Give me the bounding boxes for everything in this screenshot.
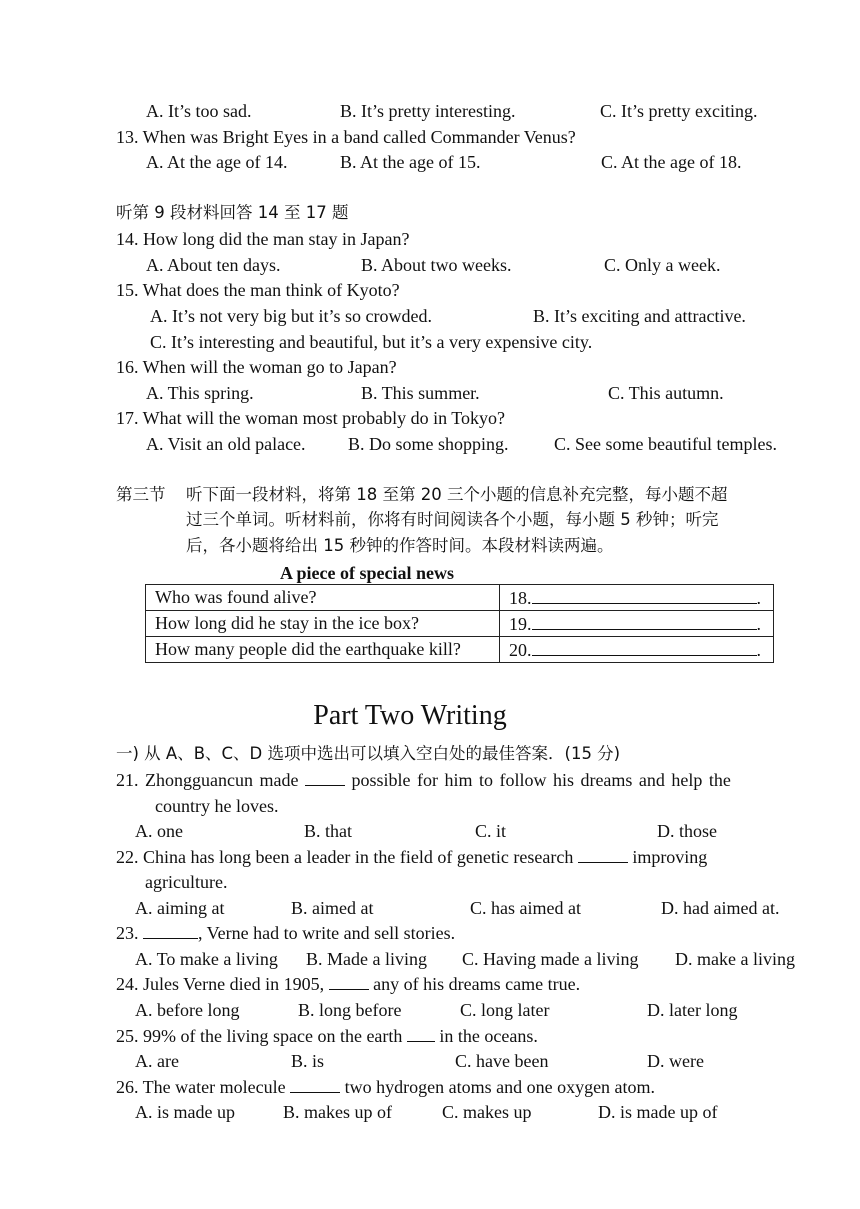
q16-option-a: A. This spring. (146, 383, 254, 403)
q17-option-b: B. Do some shopping. (348, 434, 509, 454)
news-table (145, 584, 774, 663)
answer-number: 18. (509, 588, 532, 608)
q22-stem-line2: agriculture. (145, 872, 228, 892)
q21-option-b: B. that (304, 821, 352, 841)
q26-option-d: D. is made up of (598, 1102, 718, 1122)
table-row (146, 611, 774, 637)
table-row (146, 637, 774, 663)
q24-stem (116, 973, 580, 995)
q26-stem (116, 1076, 655, 1098)
q23-option-d: D. make a living (675, 949, 795, 969)
q22-option-c: C. has aimed at (470, 898, 581, 918)
part-two-title: Part Two Writing (313, 700, 507, 731)
q25-stem-post: in the oceans. (439, 1026, 538, 1046)
q23-stem-post: , Verne had to write and sell stories. (198, 923, 456, 943)
q15-option-a: A. It’s not very big but it’s so crowded. (150, 306, 432, 326)
table-answer-cell: 19. . (500, 611, 774, 637)
q16-option-b: B. This summer. (361, 383, 480, 403)
answer-blank (578, 846, 628, 863)
table-question: How long did he stay in the ice box? (146, 611, 500, 637)
section3-line1: 听下面一段材料，将第 18 至第 20 三个小题的信息补充完整，每小题不超 (186, 485, 728, 504)
section3-line2: 过三个单词。听材料前，你将有时间阅读各个小题，每小题 5 秒钟；听完 (186, 510, 719, 529)
answer-blank (305, 769, 345, 786)
q22-option-a: A. aiming at (135, 898, 225, 918)
q26-stem-pre: 26. The water molecule (116, 1077, 286, 1097)
q25-stem (116, 1025, 538, 1047)
q13-option-b: B. At the age of 15. (340, 152, 481, 172)
table-question: How many people did the earthquake kill? (146, 637, 500, 663)
section9-intro: 听第 9 段材料回答 14 至 17 题 (116, 203, 349, 222)
q15-option-c: C. It’s interesting and beautiful, but it’s a very expensive city. (150, 332, 593, 352)
answer-blank (532, 586, 757, 604)
answer-number: 20. (509, 640, 532, 660)
q16-stem: 16. When will the woman go to Japan? (116, 357, 397, 377)
q26-option-b: B. makes up of (283, 1102, 392, 1122)
q17-stem: 17. What will the woman most probably do in Tokyo? (116, 408, 506, 428)
q23-stem-pre: 23. (116, 923, 139, 943)
section3-line3: 后，各小题将给出 15 秒钟的作答时间。本段材料读两遍。 (186, 536, 614, 555)
table-question: Who was found alive? (146, 585, 500, 611)
q14-option-b: B. About two weeks. (361, 255, 512, 275)
q26-option-a: A. is made up (135, 1102, 235, 1122)
section3-label: 第三节 (116, 485, 166, 504)
q24-option-a: A. before long (135, 1000, 240, 1020)
answer-number: 19. (509, 614, 532, 634)
part-one-instruction: 一) 从 A、B、C、D 选项中选出可以填入空白处的最佳答案．(15 分) (116, 744, 621, 763)
q24-option-b: B. long before (298, 1000, 402, 1020)
q21-option-a: A. one (135, 821, 183, 841)
news-table-caption: A piece of special news (280, 563, 454, 583)
q21-stem-line2: country he loves. (155, 796, 279, 816)
q15-stem: 15. What does the man think of Kyoto? (116, 280, 400, 300)
q22-stem-post: improving (632, 847, 708, 867)
q21-stem-line1 (116, 769, 731, 791)
q23-option-a: A. To make a living (135, 949, 278, 969)
q25-option-c: C. have been (455, 1051, 549, 1071)
q16-option-c: C. This autumn. (608, 383, 724, 403)
q26-stem-post: two hydrogen atoms and one oxygen atom. (344, 1077, 656, 1097)
q21-stem-post: possible for him to follow his dreams and help the (351, 770, 731, 790)
q12-option-a: A. It’s too sad. (146, 101, 252, 121)
table-answer-cell: 20. . (500, 637, 774, 663)
answer-blank (143, 922, 198, 939)
q25-stem-pre: 25. 99% of the living space on the earth (116, 1026, 403, 1046)
q17-option-c: C. See some beautiful temples. (554, 434, 777, 454)
q13-stem: 13. When was Bright Eyes in a band called Commander Venus? (116, 127, 576, 147)
q13-option-c: C. At the age of 18. (601, 152, 742, 172)
answer-blank (532, 612, 757, 630)
q26-option-c: C. makes up (442, 1102, 532, 1122)
q22-stem-pre: 22. China has long been a leader in the field of genetic research (116, 847, 574, 867)
q14-option-c: C. Only a week. (604, 255, 721, 275)
q12-option-c: C. It’s pretty exciting. (600, 101, 758, 121)
q25-option-b: B. is (291, 1051, 325, 1071)
q23-option-b: B. Made a living (306, 949, 427, 969)
answer-blank (290, 1076, 340, 1093)
q17-option-a: A. Visit an old palace. (146, 434, 306, 454)
q15-option-b: B. It’s exciting and attractive. (533, 306, 746, 326)
q14-option-a: A. About ten days. (146, 255, 281, 275)
answer-blank (329, 973, 369, 990)
table-answer-cell: 18. . (500, 585, 774, 611)
q22-option-d: D. had aimed at. (661, 898, 780, 918)
q14-stem: 14. How long did the man stay in Japan? (116, 229, 410, 249)
q24-stem-pre: 24. Jules Verne died in 1905, (116, 974, 325, 994)
q13-option-a: A. At the age of 14. (146, 152, 288, 172)
q23-option-c: C. Having made a living (462, 949, 639, 969)
q21-option-c: C. it (475, 821, 507, 841)
q12-option-b: B. It’s pretty interesting. (340, 101, 516, 121)
table-row (146, 585, 774, 611)
q24-option-d: D. later long (647, 1000, 738, 1020)
q22-stem-line1 (116, 846, 707, 868)
answer-blank (532, 638, 757, 656)
q21-stem-pre: 21. Zhongguancun made (116, 770, 299, 790)
q24-stem-post: any of his dreams came true. (373, 974, 581, 994)
q23-stem (116, 922, 455, 944)
q24-option-c: C. long later (460, 1000, 550, 1020)
q25-option-d: D. were (647, 1051, 704, 1071)
answer-blank (407, 1025, 435, 1042)
q22-option-b: B. aimed at (291, 898, 374, 918)
q25-option-a: A. are (135, 1051, 179, 1071)
q21-option-d: D. those (657, 821, 717, 841)
